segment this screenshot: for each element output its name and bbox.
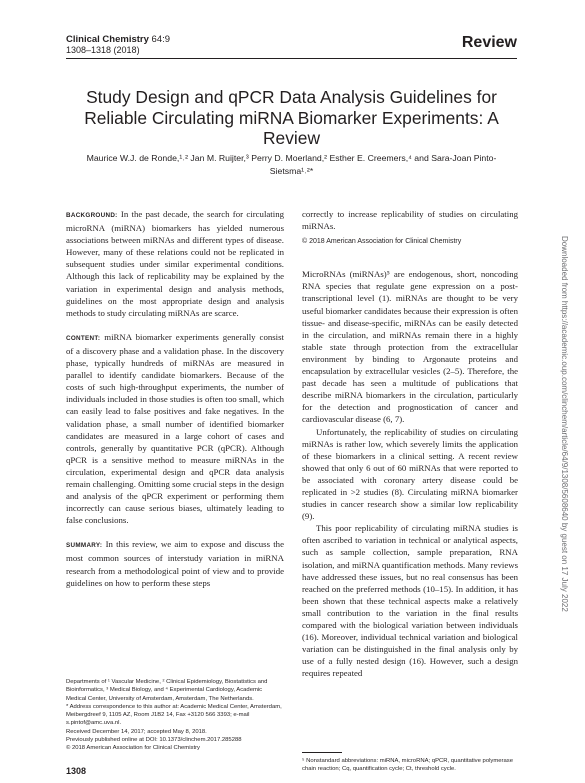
intro-paragraph: MicroRNAs (miRNAs)⁵ are endogenous, short, noncoding RNA species that regulate gene expression on a post-transcriptional level (1). miRNAs are thought to be very useful biomarker candidates because their expression is often tissue- and disease-specific, miRNAs can be easily detected in the circulation, and miRNAs remain there in a highly stable state through protection from the extracellular environment by binding to Argonaute proteins and encapsulation by extracellular vesicles (2–5). Therefore, the past decade has seen a multitude of publications that describe miRNA biomarkers in the circulation, particularly for the detection and prognostication of cancer and cardiovascular disease (6, 7). [302,269,518,425]
content-text: miRNA biomarker experiments generally consist of a discovery phase and a validation phase. In the discovery phase, typically hundreds of miRNAs are measured in parallel to identify candidate biomarkers. Because of the costs of such high-throughput experiments, the number of individuals included in those studies is often too small, which can easily lead to false positives and fake negatives. In the validation phase, a small number of identified biomarker candidates are measured in a large cohort of cases and controls, generally by quantitative PCR (qPCR). Although qPCR is a sensitive method to measure miRNAs in the circulation, experimental design and qPCR data analysis remain challenging. Omitting some crucial steps in the design and analysis of the qPCR experiment or performing them incorrectly can cause serious biases, ultimately leading to false conclusions. [66,331,284,526]
section-label: Review [461,34,517,51]
doi-note: Previously published online at DOI: 10.1373/clinchem.2017.285288 [66,737,242,744]
footer-copyright: © 2018 American Association for Clinical Chemistry [66,745,200,752]
content-label: CONTENT: [66,334,101,342]
abstract-content [66,331,284,527]
summary-text: In this review, we aim to expose and discuss the most common sources of interstudy variation in miRNA research from a methodological point of view and to provide guidelines on how to perform these steps [66,539,284,588]
footnote-divider [302,752,342,753]
background-text: In the past decade, the search for circulating microRNA (miRNA) biomarkers has yielded numerous associations between miRNAs and different types of disease. However, many of these relations could not be replicated in subsequent studies under similar experimental conditions. Although this lack of replicability may be explained by the variation in experimental design and analysis methods, guidelines on the most appropriate design and analysis methods to study circulating miRNAs are scarce. [66,209,284,318]
abstract-copyright: © 2018 American Association for Clinical Chemistry [302,238,462,246]
journal-name: Clinical Chemistry [66,34,149,45]
page-number: 1308 [66,766,87,776]
intro-paragraph: Unfortunately, the replicability of studies on circulating miRNAs is rather low, which severely limits the application of these biomarkers in a clinical setting. A recent review showed that only 6 out of 60 miRNAs that were reported to be associated with coronary artery disease could be replicated in >2 studies (8). Circulating miRNA biomarker studies in cancer research show a similar low replicability (9). [302,426,518,522]
download-note-text: Downloaded from https://academic.oup.com/clinchem/article/64/9/1308/5608640 by guest on 17 July 2022 [560,236,569,612]
journal-pages: 1308–1318 (2018) [66,45,140,55]
affiliations: Departments of ¹ Vascular Medicine, ² Clinical Epidemiology, Biostatistics and Bioinformatics, ³ Medical Biology, and ⁴ Experimental Cardiology, Academic Medical Center, University of Amsterdam, Amsterdam, The Netherlands. [66,679,268,702]
correspondence: * Address correspondence to this author at: Academic Medical Center, Amsterdam, Meibergdreef 9, 1105 AZ, Room J1B2 14, Fax +3120 566 3393; e-mail s.pintof@amc.uva.nl. [66,703,282,727]
abstract-column [66,208,284,589]
article-title: Study Design and qPCR Data Analysis Guidelines for Reliable Circulating miRNA Biomarker Experiments: A Review [84,87,499,148]
download-watermark [561,236,573,656]
body-column [302,208,518,679]
journal-volume: 64:9 [148,34,171,45]
abstract-background [66,208,284,319]
introduction [302,268,518,679]
abbreviations-footnote: ⁵ Nonstandard abbreviations: miRNA, microRNA; qPCR, quantitative polymerase chain reaction; Cq, quantification cycle; Ct, threshold cycle. [302,758,513,773]
received-dates: Received December 14, 2017; accepted May 8, 2018. [66,728,207,735]
summary-continuation: correctly to increase replicability of studies on circulating miRNAs. [302,209,518,232]
author-list: Maurice W.J. de Ronde,¹˒² Jan M. Ruijter,³ Perry D. Moerland,² Esther E. Creemers,⁴ and Sara-Joan Pinto-Sietsma¹˒²* [86,153,497,176]
journal-citation [66,34,170,45]
background-label: BACKGROUND: [66,212,118,219]
abstract-summary [66,538,284,588]
affiliation-footnotes [66,678,284,753]
intro-paragraph: This poor replicability of circulating miRNA studies is often ascribed to variation in technical or analytical aspects, such as sample collection, sample preparation, RNA isolation, and miRNA quantification methods. Many reviews have addressed these issues, but no real consensus has been reached on the preferred methods (10–15). In addition, it has been shown that these technical aspects make a relatively small contribution to the variation in the final results compared with the biological variation between individuals (16). Moreover, individual technical variation and biological variation can be distinguished in the final analysis only by use of a fully nested design (16). However, such a design requires repeated [302,523,518,679]
summary-label: SUMMARY: [66,542,103,550]
header-divider [66,58,517,59]
